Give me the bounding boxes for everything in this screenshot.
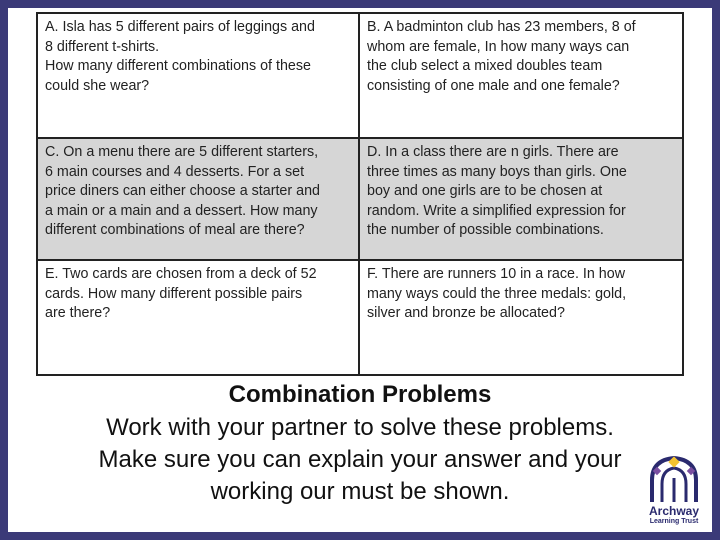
problem-f: F. There are runners 10 in a race. In how many ways could the three medals: gold, silver and bronze be allocated? [367, 266, 627, 321]
problem-c: C. On a menu there are 5 different starters, 6 main courses and 4 desserts. For a set price diners can either choose a starter and a main or a main and a dessert. How many different combinations of meal are there? [38, 139, 360, 261]
problems-grid [36, 12, 684, 376]
problem-d: D. In a class there are n girls. There are three times as many boys than girls. One boy and one girls are to be chosen at random. Write a simplified expression for the number of possible combinations. [360, 139, 682, 261]
page-title: Combination Problems [228, 381, 492, 408]
arch-logo-icon [644, 456, 704, 504]
problem-a: A. Isla has 5 different pairs of leggings and 8 different t-shirts. How many different combinations of these could she wear? [38, 14, 360, 139]
problem-b: B. A badminton club has 23 members, 8 of whom are female, In how many ways can the club select a mixed doubles team consisting of one male and one female? [360, 14, 682, 139]
instructions-line: Work with your partner to solve these problems. [106, 414, 614, 441]
instructions-line: Make sure you can explain your answer and your [98, 446, 622, 473]
archway-logo [644, 456, 704, 528]
logo-name: Archway [648, 504, 700, 518]
instructions-line: working our must be shown. [210, 478, 510, 505]
instructions [28, 412, 692, 508]
problem-e: E. Two cards are chosen from a deck of 52 cards. How many different possible pairs are there? [38, 261, 360, 374]
slide [8, 8, 712, 532]
logo-subtitle: Learning Trust [649, 518, 699, 525]
